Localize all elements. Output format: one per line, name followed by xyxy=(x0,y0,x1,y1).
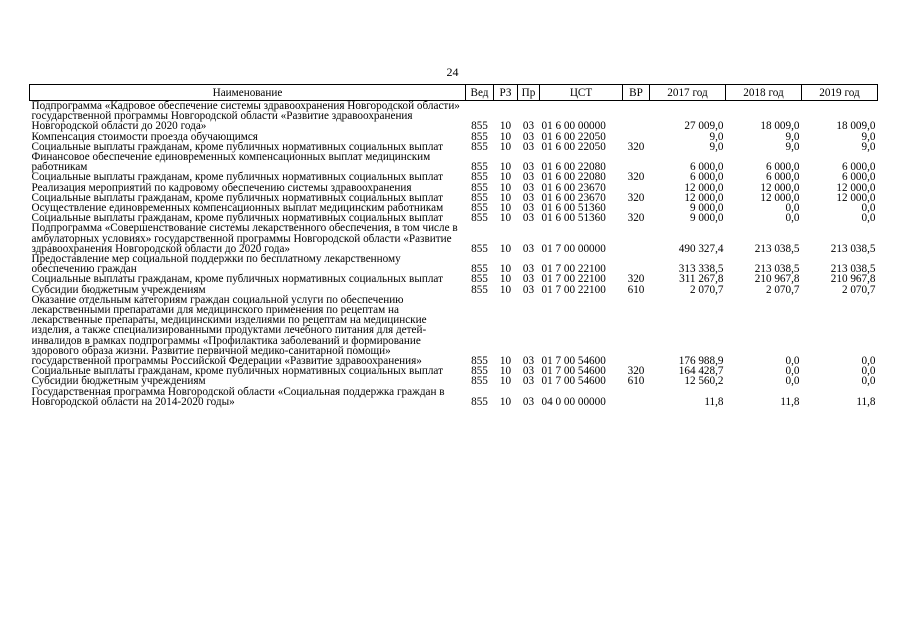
row-2019: 9,0 xyxy=(861,130,876,143)
row-vr: 610 xyxy=(627,283,645,296)
row-name: Осуществление единовременных компенсационных выплат медицинским работникам xyxy=(31,202,444,215)
row-pr: 03 xyxy=(522,120,535,133)
row-2018: 9,0 xyxy=(785,140,800,153)
row-name: Социальные выплаты гражданам, кроме публичных нормативных социальных выплат xyxy=(31,140,443,153)
row-ved: 855 xyxy=(471,375,488,388)
row-vr xyxy=(623,152,650,172)
row-pr: 03 xyxy=(522,355,535,368)
row-2019: 213 038,5 xyxy=(830,242,876,255)
row-pr: 03 xyxy=(522,375,535,388)
row-ved: 855 xyxy=(471,191,488,204)
row-ved: 855 xyxy=(471,283,488,296)
row-ved: 855 xyxy=(471,355,488,368)
row-ved: 855 xyxy=(471,365,488,378)
row-ved: 855 xyxy=(471,202,488,215)
row-name: Социальные выплаты гражданам, кроме публичных нормативных социальных выплат xyxy=(31,171,443,184)
row-2017: 6 000,0 xyxy=(689,171,724,184)
row-cst: 01 6 00 00000 xyxy=(541,120,606,133)
row-pr: 03 xyxy=(522,191,535,204)
row-name: Социальные выплаты гражданам, кроме публичных нормативных социальных выплат xyxy=(31,212,443,225)
row-ved: 855 xyxy=(471,120,488,133)
row-2019: 6 000,0 xyxy=(841,161,876,174)
row-2017: 311 267,8 xyxy=(679,273,724,286)
row-2017: 11,8 xyxy=(704,395,724,408)
row-2019: 18 009,0 xyxy=(836,120,876,133)
row-2018: 2 070,7 xyxy=(765,283,800,296)
row-pr: 03 xyxy=(522,202,535,215)
row-cst: 01 7 00 00000 xyxy=(541,242,606,255)
row-2017: 490 327,4 xyxy=(678,242,724,255)
row-2019: 12 000,0 xyxy=(836,191,876,204)
row-name: Субсидии бюджетным учреждениям xyxy=(31,283,206,296)
row-name: Реализация мероприятий по кадровому обеспечению системы здравоохранения xyxy=(31,181,412,194)
header-cst: ЦСТ xyxy=(540,85,623,101)
row-2018: 6 000,0 xyxy=(765,171,800,184)
row-cst: 01 7 00 54600 xyxy=(541,355,606,368)
row-2018: 0,0 xyxy=(785,212,800,225)
row-rz: 10 xyxy=(499,140,512,153)
row-rz: 10 xyxy=(499,202,512,215)
row-2017: 12 000,0 xyxy=(684,191,724,204)
row-2019: 0,0 xyxy=(861,365,876,378)
header-pr: Пр xyxy=(518,85,540,101)
row-cst: 01 7 00 54600 xyxy=(541,375,606,388)
row-cst: 01 7 00 22100 xyxy=(541,263,606,276)
row-2017: 6 000,0 xyxy=(689,161,724,174)
row-name: Подпрограмма «Совершенствование системы лекарственного обеспечения, в том числе в амбулаторных условиях» государственной программы Новгородской области «Развитие здравоохранения Новгородской области до 2020 года» xyxy=(31,222,458,255)
row-vr: 320 xyxy=(627,171,645,184)
row-2018: 12 000,0 xyxy=(760,191,800,204)
row-2018: 18 009,0 xyxy=(760,120,800,133)
header-vr: ВР xyxy=(623,85,650,101)
row-vr xyxy=(623,254,650,274)
table-row xyxy=(30,387,878,407)
row-ved: 855 xyxy=(471,140,488,153)
row-name: Оказание отдельным категориям граждан социальной услуги по обеспечению лекарственными препаратами для медицинского применения по рецептам на лекарственные препараты, медицинскими изделиями по рецептам на медицинские изделия, а также специализированными продуктами лечебного питания для детей-инвалидов в рамках подпрограммы «Профилактика заболеваний и формирование здорового образа жизни. Развитие первичной медико-санитарной помощи» государственной программы Российской Федерации «Развитие здравоохранения» xyxy=(31,293,427,368)
row-vr: 320 xyxy=(627,140,645,153)
header-ved: Вед xyxy=(466,85,494,101)
row-name: Государственная программа Новгородской области «Социальная поддержка граждан в Новгородской области на 2014-2020 годы» xyxy=(31,385,445,408)
row-2018: 6 000,0 xyxy=(765,161,800,174)
row-vr xyxy=(623,101,650,132)
row-ved: 855 xyxy=(471,273,488,286)
row-cst: 01 6 00 22080 xyxy=(541,171,606,184)
row-rz: 10 xyxy=(499,273,512,286)
table-row xyxy=(30,101,878,132)
row-2019: 11,8 xyxy=(856,395,876,408)
row-name: Социальные выплаты гражданам, кроме публичных нормативных социальных выплат xyxy=(31,191,443,204)
row-ved: 855 xyxy=(471,171,488,184)
row-cst: 01 6 00 51360 xyxy=(541,202,606,215)
row-pr: 03 xyxy=(522,140,535,153)
row-2017: 9 000,0 xyxy=(689,202,724,215)
table-row xyxy=(30,152,878,172)
row-cst: 01 6 00 23670 xyxy=(541,181,606,194)
row-vr: 610 xyxy=(627,375,645,388)
row-2018: 0,0 xyxy=(785,365,800,378)
row-2017: 9,0 xyxy=(709,130,724,143)
row-cst: 04 0 00 00000 xyxy=(541,395,606,408)
row-2019: 9,0 xyxy=(861,140,876,153)
row-cst: 01 6 00 23670 xyxy=(541,191,606,204)
row-2018: 210 967,8 xyxy=(754,273,800,286)
row-2019: 213 038,5 xyxy=(830,263,876,276)
row-2019: 12 000,0 xyxy=(836,181,876,194)
row-2017: 12 000,0 xyxy=(684,181,724,194)
row-pr: 03 xyxy=(522,212,535,225)
header-rz: РЗ xyxy=(494,85,518,101)
row-2018: 213 038,5 xyxy=(754,242,800,255)
row-2019: 210 967,8 xyxy=(830,273,876,286)
row-name: Подпрограмма «Кадровое обеспечение системы здравоохранения Новгородской области» государственной программы Новгородской области «Развитие здравоохранения Новгородской области до 2020 года» xyxy=(31,100,460,133)
row-rz: 10 xyxy=(499,375,512,388)
row-2018: 0,0 xyxy=(785,202,800,215)
row-vr xyxy=(623,387,650,407)
row-pr: 03 xyxy=(522,365,535,378)
table-header-row xyxy=(30,85,878,101)
row-2017: 176 988,9 xyxy=(678,355,724,368)
row-cst: 01 6 00 22050 xyxy=(541,140,606,153)
row-rz: 10 xyxy=(499,212,512,225)
row-vr: 320 xyxy=(627,273,645,286)
header-2018: 2018 год xyxy=(726,85,802,101)
header-name: Наименование xyxy=(30,85,466,101)
row-cst: 01 7 00 22100 xyxy=(541,283,606,296)
row-2018: 11,8 xyxy=(780,395,800,408)
row-rz: 10 xyxy=(499,161,512,174)
row-2017: 9,0 xyxy=(709,140,724,153)
row-pr: 03 xyxy=(522,263,535,276)
row-rz: 10 xyxy=(499,191,512,204)
row-rz: 10 xyxy=(499,130,512,143)
row-rz: 10 xyxy=(499,365,512,378)
row-cst: 01 7 00 22100 xyxy=(541,273,606,286)
row-vr xyxy=(623,295,650,366)
row-2019: 6 000,0 xyxy=(841,171,876,184)
header-2019: 2019 год xyxy=(802,85,878,101)
row-2017: 164 428,7 xyxy=(678,365,724,378)
row-name: Социальные выплаты гражданам, кроме публичных нормативных социальных выплат xyxy=(31,365,443,378)
row-2018: 9,0 xyxy=(785,130,800,143)
header-2017: 2017 год xyxy=(650,85,726,101)
row-cst: 01 6 00 22080 xyxy=(541,161,606,174)
table-row xyxy=(30,254,878,274)
row-ved: 855 xyxy=(471,395,488,408)
row-rz: 10 xyxy=(499,242,512,255)
page-number: 24 xyxy=(446,65,459,79)
row-ved: 855 xyxy=(471,181,488,194)
row-ved: 855 xyxy=(471,212,488,225)
row-2019: 0,0 xyxy=(861,355,876,368)
budget-table xyxy=(29,84,878,407)
row-vr: 320 xyxy=(627,212,645,225)
row-rz: 10 xyxy=(499,120,512,133)
row-name: Социальные выплаты гражданам, кроме публичных нормативных социальных выплат xyxy=(31,273,443,286)
row-rz: 10 xyxy=(499,283,512,296)
row-pr: 03 xyxy=(522,161,535,174)
row-2019: 2 070,7 xyxy=(841,283,876,296)
row-name: Финансовое обеспечение единовременных компенсационных выплат медицинским работникам xyxy=(31,151,431,174)
row-name: Предоставление мер социальной поддержки по бесплатному лекарственному обеспечению граждан xyxy=(31,253,401,276)
row-2017: 12 560,2 xyxy=(684,375,724,388)
row-2018: 0,0 xyxy=(785,375,800,388)
row-vr: 320 xyxy=(627,365,645,378)
row-pr: 03 xyxy=(522,273,535,286)
row-2018: 0,0 xyxy=(785,355,800,368)
row-2019: 0,0 xyxy=(861,375,876,388)
row-vr xyxy=(623,223,650,254)
row-pr: 03 xyxy=(522,283,535,296)
row-name: Компенсация стоимости проезда обучающимся xyxy=(31,130,258,143)
row-ved: 855 xyxy=(471,263,488,276)
row-pr: 03 xyxy=(522,171,535,184)
table-body xyxy=(30,101,878,408)
table-row xyxy=(30,295,878,366)
row-pr: 03 xyxy=(522,181,535,194)
row-cst: 01 6 00 22050 xyxy=(541,130,606,143)
row-ved: 855 xyxy=(471,130,488,143)
row-2019: 0,0 xyxy=(861,202,876,215)
row-cst: 01 6 00 51360 xyxy=(541,212,606,225)
row-vr: 320 xyxy=(627,191,645,204)
row-ved: 855 xyxy=(471,242,488,255)
row-cst: 01 7 00 54600 xyxy=(541,365,606,378)
row-pr: 03 xyxy=(522,242,535,255)
row-rz: 10 xyxy=(499,395,512,408)
row-rz: 10 xyxy=(499,181,512,194)
row-2017: 9 000,0 xyxy=(689,212,724,225)
row-rz: 10 xyxy=(499,263,512,276)
row-rz: 10 xyxy=(499,355,512,368)
row-2019: 0,0 xyxy=(861,212,876,225)
row-2018: 12 000,0 xyxy=(760,181,800,194)
row-2018: 213 038,5 xyxy=(754,263,800,276)
row-2017: 27 009,0 xyxy=(684,120,724,133)
row-pr: 03 xyxy=(522,130,535,143)
row-name: Субсидии бюджетным учреждениям xyxy=(31,375,206,388)
row-2017: 313 338,5 xyxy=(678,263,724,276)
row-2017: 2 070,7 xyxy=(689,283,724,296)
table-row xyxy=(30,223,878,254)
row-ved: 855 xyxy=(471,161,488,174)
row-pr: 03 xyxy=(522,395,535,408)
row-rz: 10 xyxy=(499,171,512,184)
